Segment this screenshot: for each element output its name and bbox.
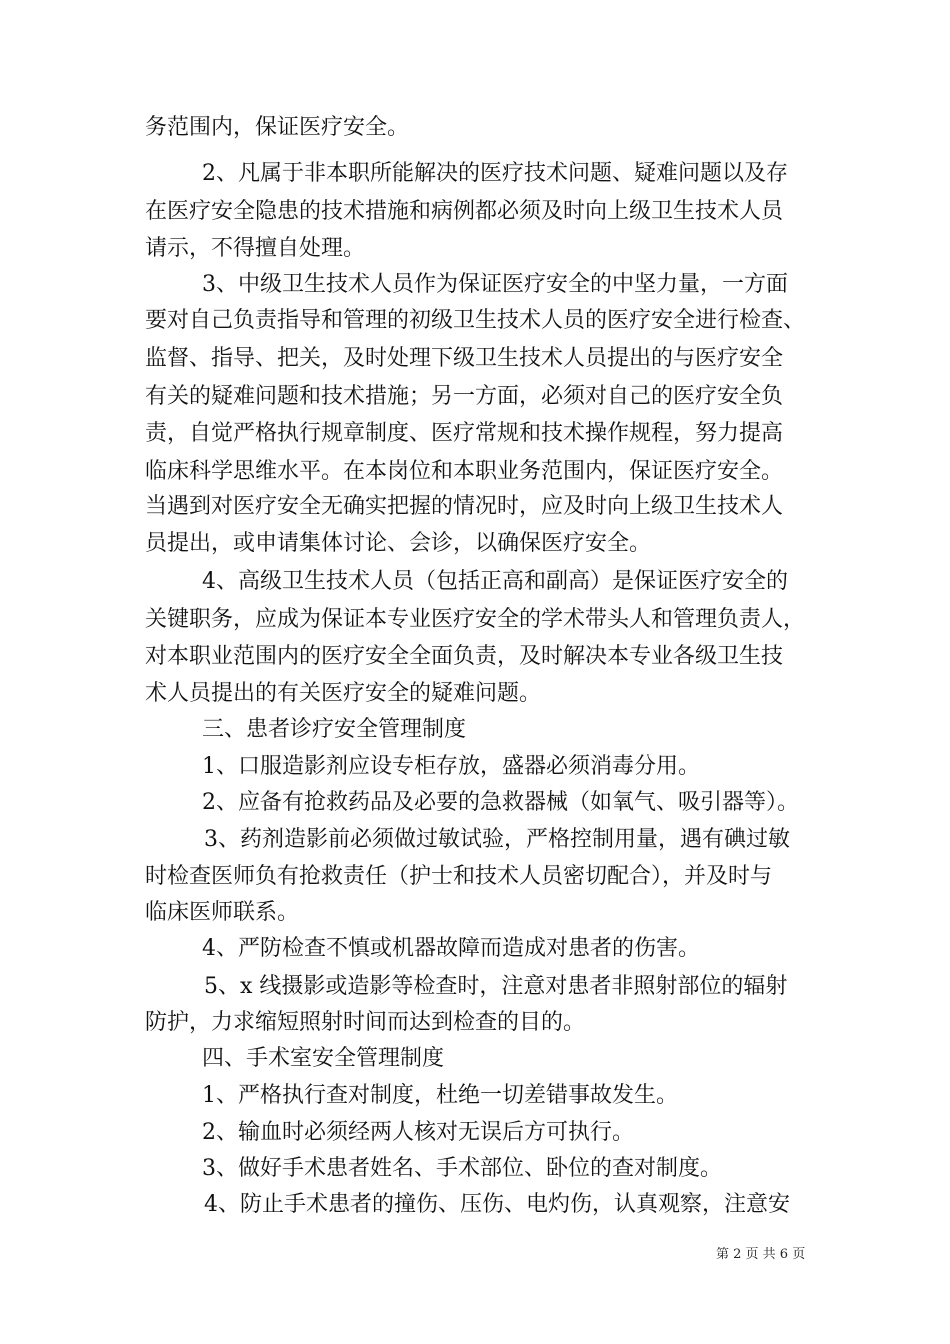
text-line: 当遇到对医疗安全无确实把握的情况时，应及时向上级卫生技术人: [145, 494, 784, 519]
text-line: 要对自己负责指导和管理的初级卫生技术人员的医疗安全进行检查、: [145, 308, 806, 333]
section-heading: 三、患者诊疗安全管理制度: [202, 717, 467, 742]
text-line: 2、凡属于非本职所能解决的医疗技术问题、疑难问题以及存: [202, 161, 788, 186]
text-line: 时检查医师负有抢救责任（护士和技术人员密切配合），并及时与: [145, 864, 773, 889]
text-line: 4、防止手术患者的撞伤、压伤、电灼伤，认真观察，注意安: [204, 1192, 790, 1217]
text-line: 3、做好手术患者姓名、手术部位、卧位的查对制度。: [202, 1156, 722, 1181]
text-line: 2、输血时必须经两人核对无误后方可执行。: [202, 1120, 634, 1145]
text-line: 在医疗安全隐患的技术措施和病例都必须及时向上级卫生技术人员: [145, 199, 784, 224]
text-line: 责，自觉严格执行规章制度、医疗常规和技术操作规程，努力提高: [145, 421, 784, 446]
text-line: 临床科学思维水平。在本岗位和本职业务范围内，保证医疗安全。: [145, 459, 784, 484]
text-line: 有关的疑难问题和技术措施；另一方面，必须对自己的医疗安全负: [145, 384, 784, 409]
text-line: 对本职业范围内的医疗安全全面负责，及时解决本专业各级卫生技: [145, 644, 784, 669]
text-line: 3、药剂造影前必须做过敏试验，严格控制用量，遇有碘过敏: [204, 827, 790, 852]
text-line: 员提出，或申请集体讨论、会诊，以确保医疗安全。: [145, 531, 652, 556]
section-heading: 四、手术室安全管理制度: [202, 1046, 445, 1071]
page-number: 第 2 页 共 6 页: [716, 1247, 806, 1262]
text-line: 防护，力求缩短照射时间而达到检查的目的。: [145, 1010, 586, 1035]
text-line: 术人员提出的有关医疗安全的疑难问题。: [145, 681, 542, 706]
text-line: 1、严格执行查对制度，杜绝一切差错事故发生。: [202, 1083, 678, 1108]
text-line: 4、严防检查不慎或机器故障而造成对患者的伤害。: [202, 936, 700, 961]
text-line: 2、应备有抢救药品及必要的急救器械（如氧气、吸引器等）。: [202, 790, 799, 815]
text-line: 请示，不得擅自处理。: [145, 236, 366, 261]
text-line: 5、x 线摄影或造影等检查时，注意对患者非照射部位的辐射: [204, 974, 788, 999]
text-line: 1、口服造影剂应设专柜存放，盛器必须消毒分用。: [202, 754, 700, 779]
text-line: 关键职务，应成为保证本专业医疗安全的学术带头人和管理负责人，: [145, 607, 806, 632]
text-line: 监督、指导、把关，及时处理下级卫生技术人员提出的与医疗安全: [145, 346, 784, 371]
text-line: 务范围内，保证医疗安全。: [145, 115, 410, 140]
text-line: 3、中级卫生技术人员作为保证医疗安全的中坚力量，一方面: [202, 272, 788, 297]
text-line: 临床医师联系。: [145, 900, 300, 925]
text-line: 4、高级卫生技术人员（包括正高和副高）是保证医疗安全的: [202, 569, 788, 594]
